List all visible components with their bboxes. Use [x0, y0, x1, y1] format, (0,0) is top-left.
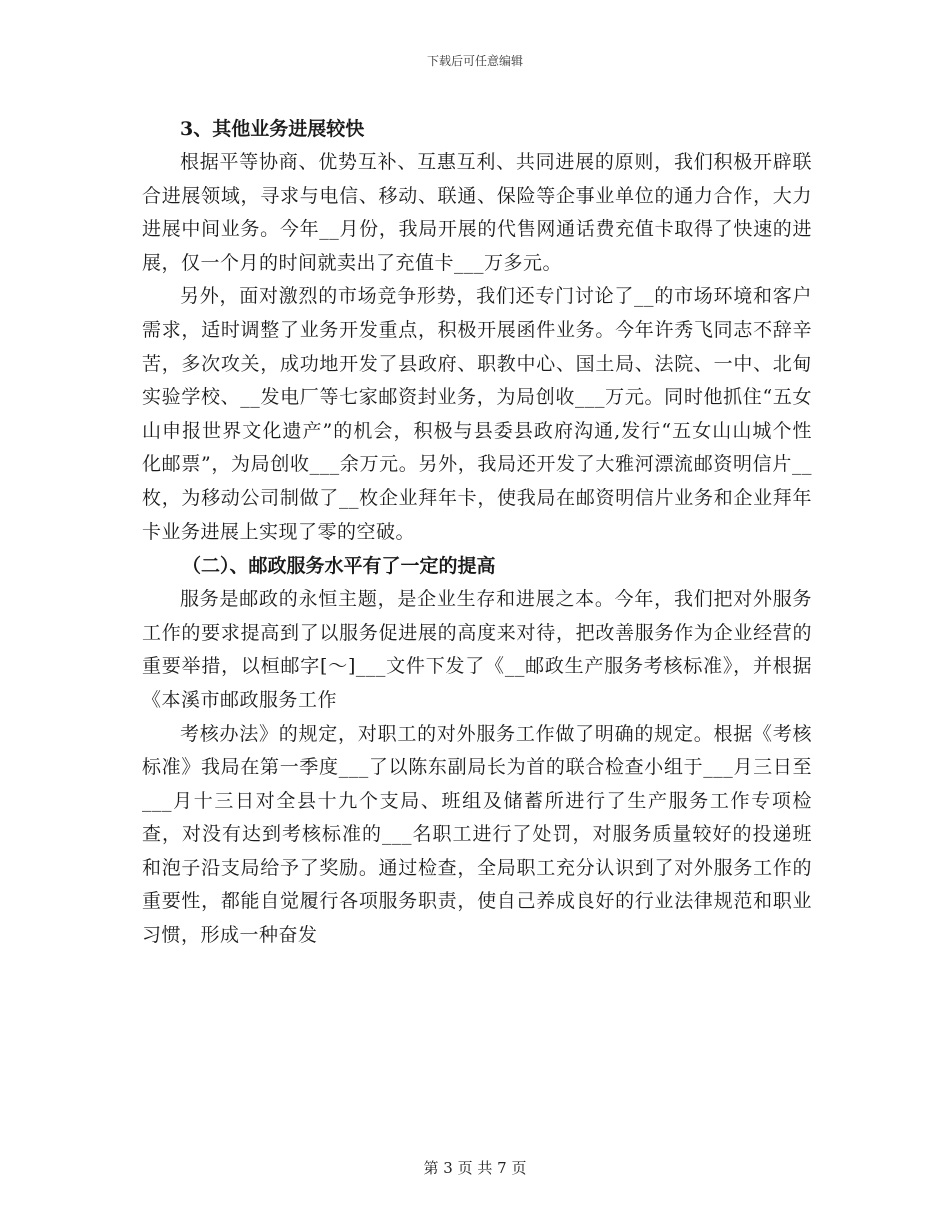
page-header: 下载后可任意编辑	[426, 54, 523, 68]
paragraph-cooperation: 根据平等协商、优势互补、互惠互利、共同进展的原则，我们积极开辟联合进展领域，寻求与电信、移动、联通、保险等企事业单位的通力合作，大力进展中间业务。今年__月份，我局开展的代售网通话费充值卡取得了快速的进展，仅一个月的时间就卖出了充值卡___万多元。	[142, 151, 812, 274]
section-heading-service-level: （二）、邮政服务水平有了一定的提高	[182, 555, 496, 578]
paragraph-service-theme: 服务是邮政的永恒主题，是企业生存和进展之本。今年，我们把对外服务工作的要求提高到了以服务促进展的高度来对待，把改善服务作为企业经营的重要举措，以桓邮字[～]___文件下发了《__邮政生产服务考核标准》，并根据《本溪市邮政服务工作	[142, 588, 812, 711]
paragraph-market-development: 另外，面对激烈的市场竞争形势，我们还专门讨论了__的市场环境和客户需求，适时调整了业务开发重点，积极开展函件业务。今年许秀飞同志不辞辛苦，多次攻关，成功地开发了县政府、职教中心、国土局、法院、一中、北甸实验学校、__发电厂等七家邮资封业务，为局创收___万元。同时他抓住“五女山申报世界文化遗产”的机会，积极与县委县政府沟通,发行“五女山山城个性化邮票”，为局创收___余万元。另外，我局还开发了大雅河漂流邮资明信片__枚，为移动公司制做了__枚企业拜年卡，使我局在邮资明信片业务和企业拜年卡业务进展上实现了零的空破。	[142, 285, 812, 543]
document-body	[142, 112, 812, 953]
paragraph-service-inspection: 考核办法》的规定，对职工的对外服务工作做了明确的规定。根据《考核标准》我局在第一季度___了以陈东副局长为首的联合检查小组于___月三日至___月十三日对全县十九个支局、班组及储蓄所进行了生产服务工作专项检查，对没有达到考核标准的___名职工进行了处罚，对服务质量较好的投递班和泡子沿支局给予了奖励。通过检查，全局职工充分认识到了对外服务工作的重要性，都能自觉履行各项服务职责，使自己养成良好的行业法律规范和职业习惯，形成一种奋发	[142, 722, 812, 947]
page-number: 第 3 页 共 7 页	[423, 1159, 527, 1177]
section-heading-other-business: 3、其他业务进展较快	[180, 118, 365, 140]
